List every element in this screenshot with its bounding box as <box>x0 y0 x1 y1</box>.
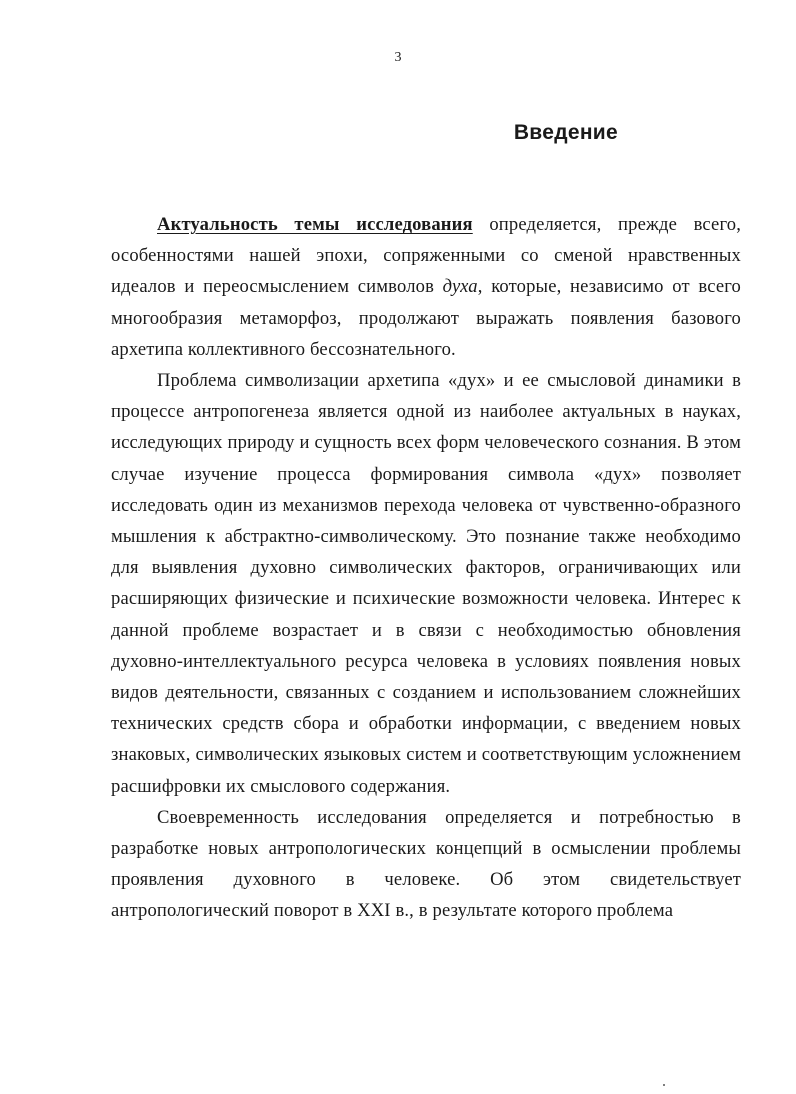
relevance-text-1: определяется, прежде всего, особенностями нашей эпохи, сопряженными со сменой нравственных идеалов и переосмыслением символов <box>111 214 742 298</box>
page-number: 3 <box>394 50 402 65</box>
relevance-lead: Актуальность темы исследования <box>157 214 473 235</box>
scan-speck <box>663 1084 665 1086</box>
body-text <box>111 209 741 927</box>
section-title: Введение <box>513 121 618 144</box>
paragraph-relevance <box>111 209 741 365</box>
relevance-italic: духа <box>442 276 478 298</box>
relevance-text-2: , которые, независимо от всего многообразия метаморфоз, продолжают выражать появления базового архетипа коллективного бессознательного. <box>111 276 741 360</box>
paragraph-timeliness: Своевременность исследования определяется и потребностью в разработке новых антропологических концепций в осмыслении проблемы проявления духовного в человеке. Об этом свидетельствует антропологический поворот в XXI в., в результате которого проблема <box>111 806 741 922</box>
paragraph-symbolization: Проблема символизации архетипа «дух» и ее смысловой динамики в процессе антропогенеза является одной из наиболее актуальных в науках, исследующих природу и сущность всех форм человеческого сознания. В этом случае изучение процесса формирования символа «дух» позволяет исследовать один из механизмов перехода человека от чувственно-образного мышления к абстрактно-символическому. Это познание также необходимо для выявления духовно символических факторов, ограничивающих или расширяющих физические и психические возможности человека. Интерес к данной проблеме возрастает и в связи с необходимостью обновления духовно-интеллектуального ресурса человека в условиях появления новых видов деятельности, связанных с созданием и использованием сложнейших технических средств сбора и обработки информации, с введением новых знаковых, символических языковых систем и соответствующим усложнением расшифровки их смыслового содержания. <box>111 370 741 797</box>
